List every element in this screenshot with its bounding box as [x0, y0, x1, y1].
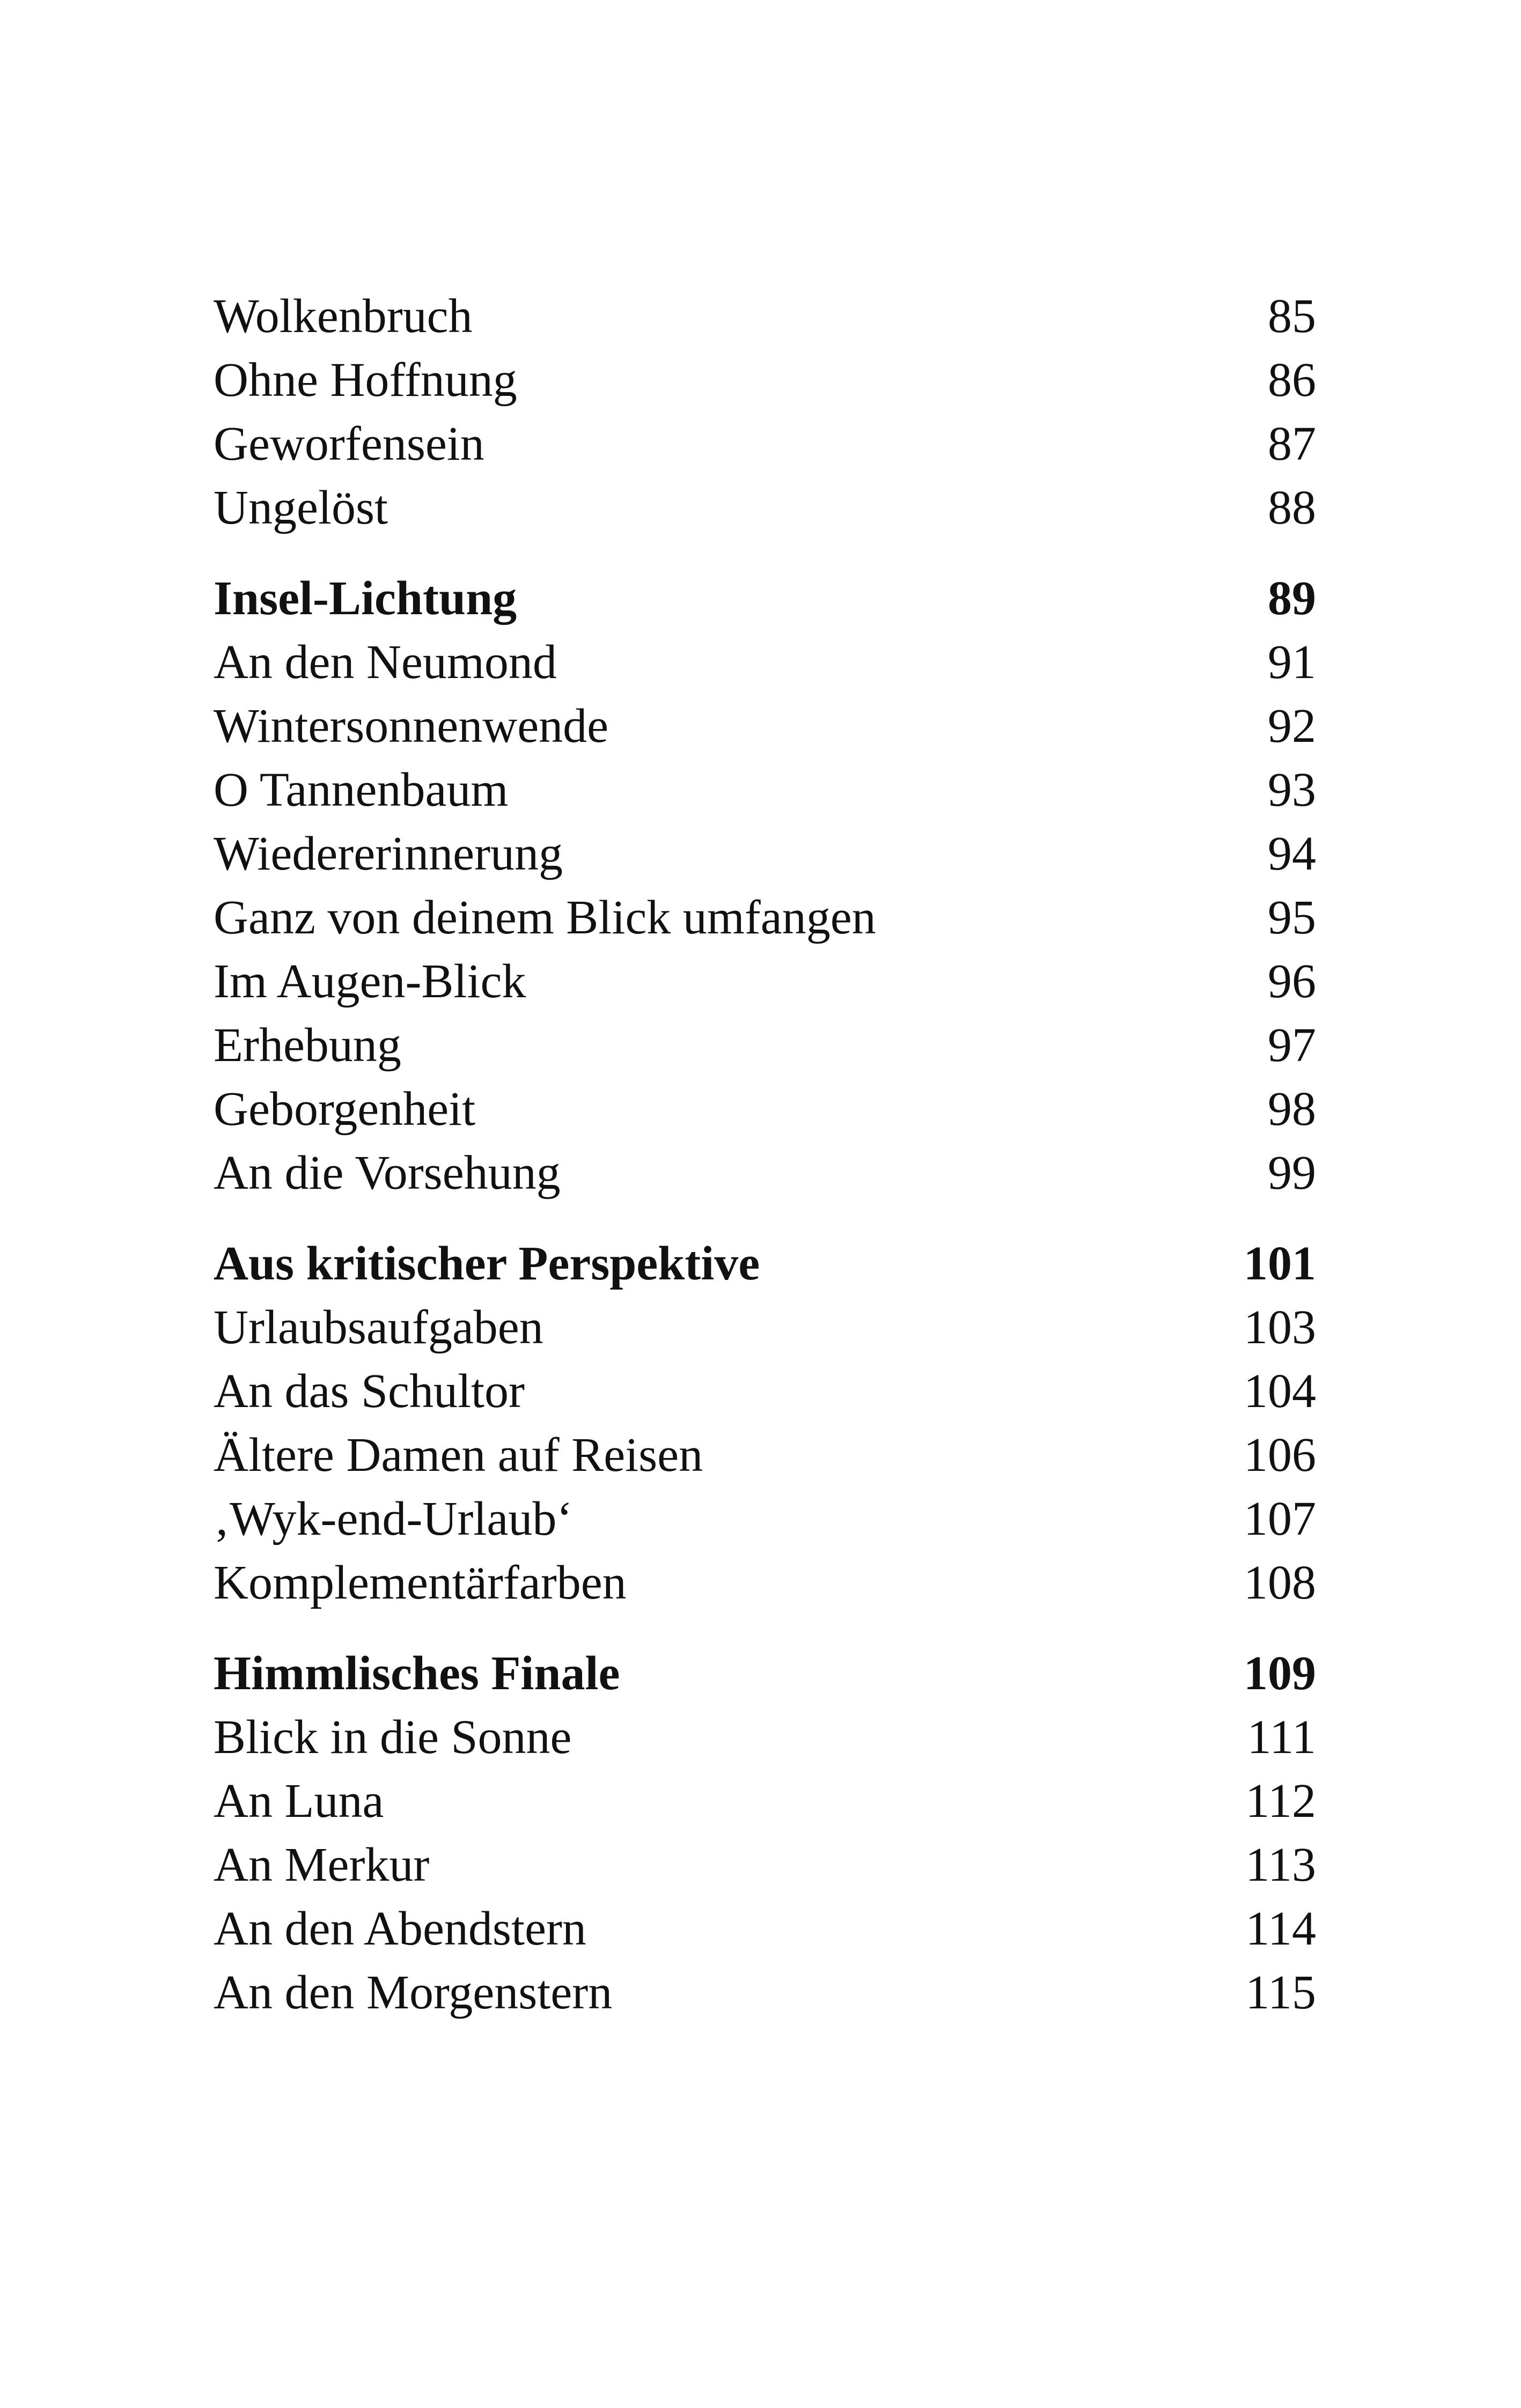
toc-entry-page: 93 — [1268, 763, 1316, 816]
toc-entry-title: An den Neumond — [214, 636, 557, 689]
toc-entry-title: Erhebung — [214, 1019, 401, 1072]
toc-heading-page: 109 — [1244, 1647, 1316, 1700]
toc-entry-title: Wolkenbruch — [214, 290, 473, 343]
toc-heading-title: Himmlisches Finale — [214, 1647, 620, 1700]
toc-entry-page: 97 — [1268, 1019, 1316, 1072]
toc-section-heading — [214, 566, 1316, 630]
toc-entry-title: Wintersonnenwende — [214, 699, 609, 753]
toc-entry-title: Ältere Damen auf Reisen — [214, 1428, 703, 1482]
toc-entry-page: 113 — [1245, 1838, 1316, 1891]
toc-entry-title: Urlaubsaufgaben — [214, 1301, 543, 1354]
toc-entry — [214, 1359, 1316, 1423]
toc-entry — [214, 1487, 1316, 1551]
toc-entry — [214, 1013, 1316, 1077]
toc-entry — [214, 348, 1316, 412]
toc-section — [214, 1232, 1316, 1615]
toc-entry-title: Geworfensein — [214, 417, 484, 470]
toc-entry — [214, 694, 1316, 758]
toc-entry — [214, 1769, 1316, 1833]
toc-entry — [214, 1077, 1316, 1141]
toc-entry-page: 111 — [1247, 1711, 1316, 1764]
toc-entry-page: 112 — [1245, 1774, 1316, 1828]
toc-entry-page: 86 — [1268, 354, 1316, 407]
toc-entry-page: 96 — [1268, 955, 1316, 1008]
toc-entry-title: Wiedererinnerung — [214, 827, 563, 880]
toc-entry — [214, 886, 1316, 949]
toc-entry-page: 106 — [1244, 1428, 1316, 1482]
toc-entry-page: 85 — [1268, 290, 1316, 343]
toc-heading-page: 101 — [1244, 1237, 1316, 1290]
toc-heading-title: Insel-Lichtung — [214, 572, 517, 625]
toc-entry — [214, 1141, 1316, 1205]
toc-heading-title: Aus kritischer Perspektive — [214, 1237, 760, 1290]
toc-entry — [214, 949, 1316, 1013]
toc-entry-title: Blick in die Sonne — [214, 1711, 572, 1764]
toc-entry — [214, 630, 1316, 694]
toc-entry — [214, 284, 1316, 348]
toc-entry-page: 103 — [1244, 1301, 1316, 1354]
toc-entry-title: Ohne Hoffnung — [214, 354, 517, 407]
toc-entry — [214, 1705, 1316, 1769]
toc-entry-page: 98 — [1268, 1083, 1316, 1136]
toc-entry-title: Ungelöst — [214, 481, 388, 534]
toc-entry-page: 92 — [1268, 699, 1316, 753]
toc-entry-page: 104 — [1244, 1365, 1316, 1418]
toc-entry-page: 108 — [1244, 1556, 1316, 1609]
toc-entry-title: Geborgenheit — [214, 1083, 476, 1136]
toc-entry — [214, 758, 1316, 822]
toc-entry — [214, 412, 1316, 476]
toc-entry — [214, 1551, 1316, 1615]
toc-entry-title: An das Schultor — [214, 1365, 525, 1418]
toc-entry-page: 94 — [1268, 827, 1316, 880]
toc-entry-title: ‚Wyk-end-Urlaub‘ — [214, 1492, 573, 1545]
table-of-contents — [214, 284, 1316, 2051]
toc-entry-title: An Luna — [214, 1774, 384, 1828]
toc-entry-title: Im Augen-Blick — [214, 955, 526, 1008]
toc-entry — [214, 1833, 1316, 1897]
toc-entry-page: 95 — [1268, 891, 1316, 944]
toc-entry-page: 114 — [1245, 1902, 1316, 1955]
toc-entry-title: Komplementärfarben — [214, 1556, 627, 1609]
toc-entry-title: An die Vorsehung — [214, 1146, 561, 1199]
toc-entry-page: 87 — [1268, 417, 1316, 470]
toc-heading-page: 89 — [1268, 572, 1316, 625]
toc-entry-page: 115 — [1245, 1966, 1316, 2019]
toc-entry-title: O Tannenbaum — [214, 763, 509, 816]
toc-entry — [214, 476, 1316, 540]
toc-entry — [214, 1897, 1316, 1961]
toc-entry — [214, 1423, 1316, 1487]
toc-entry — [214, 1961, 1316, 2024]
toc-entry — [214, 1295, 1316, 1359]
toc-section-heading — [214, 1232, 1316, 1295]
toc-entry-title: An Merkur — [214, 1838, 430, 1891]
toc-section — [214, 1641, 1316, 2024]
toc-entry-page: 91 — [1268, 636, 1316, 689]
toc-entry-page: 88 — [1268, 481, 1316, 534]
toc-entry-title: An den Abendstern — [214, 1902, 586, 1955]
toc-entry-title: An den Morgenstern — [214, 1966, 613, 2019]
toc-entry-page: 99 — [1268, 1146, 1316, 1199]
toc-section — [214, 566, 1316, 1205]
toc-section — [214, 284, 1316, 540]
toc-entry — [214, 822, 1316, 886]
toc-section-heading — [214, 1641, 1316, 1705]
toc-entry-page: 107 — [1244, 1492, 1316, 1545]
toc-entry-title: Ganz von deinem Blick umfangen — [214, 891, 876, 944]
